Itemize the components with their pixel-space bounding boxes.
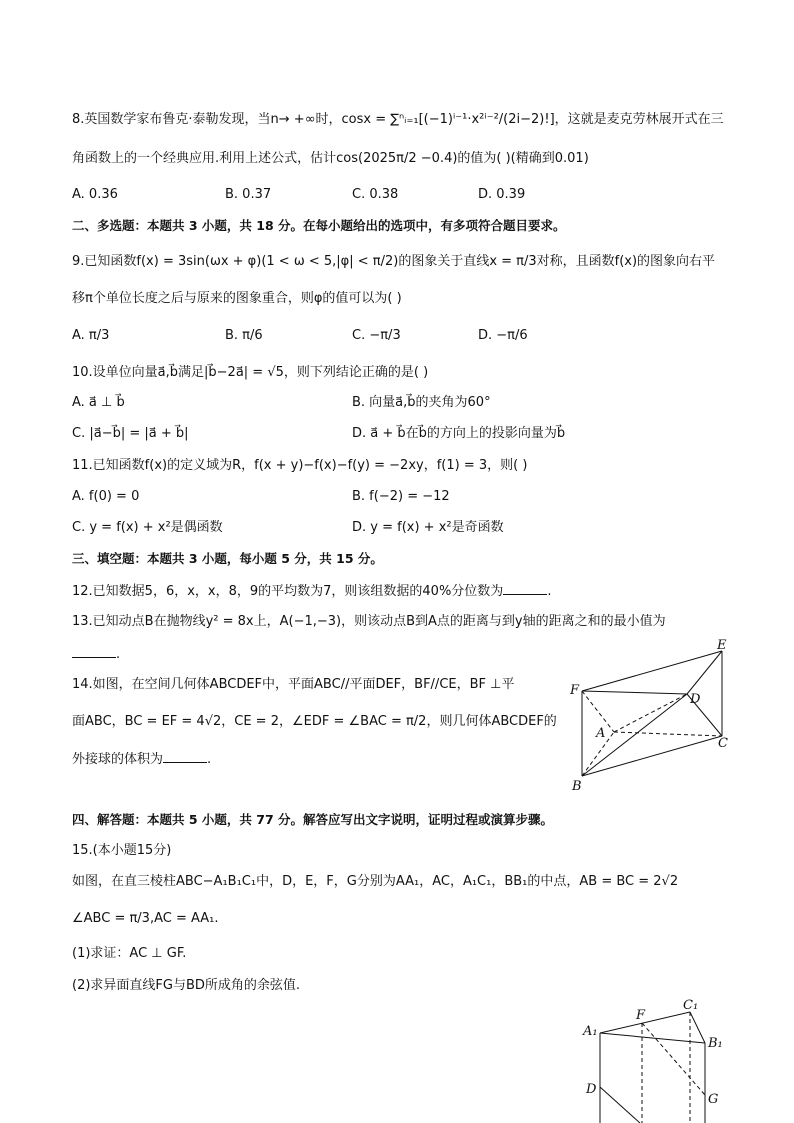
q9-option-c: C. −π/3: [352, 328, 401, 343]
q15-part-1: (1)求证：AC ⊥ GF.: [72, 946, 187, 961]
q11-option-b: B. f(−2) = −12: [352, 489, 450, 504]
answer-blank: [503, 582, 547, 595]
q8-option-c: C. 0.38: [352, 187, 399, 202]
q13-line-1: 13.已知动点B在抛物线y² = 8x上，A(−1,−3)，则该动点B到A点的距离与到y轴的距离之和的最小值为: [72, 614, 666, 629]
answer-blank: [163, 750, 207, 763]
figure-label-c: C: [718, 736, 728, 751]
figure-label-a1: A₁: [583, 1024, 598, 1039]
q10-option-d: D. a⃗ + b⃗在b⃗的方向上的投影向量为b⃗: [352, 426, 566, 441]
q8-option-b: B. 0.37: [225, 187, 272, 202]
figure-label-a: A: [596, 726, 606, 741]
q12-text: 12.已知数据5，6，x，x，8，9的平均数为7，则该组数据的40%分位数为: [72, 584, 504, 599]
figure-label-e: E: [717, 638, 727, 653]
q14-line-2: 面ABC，BC = EF = 4√2，CE = 2，∠EDF = ∠BAC = π/2，则几何体ABCDEF的: [72, 714, 557, 729]
q15-line-1: 如图，在直三棱柱ABC−A₁B₁C₁中，D，E，F，G分别为AA₁，AC，A₁C₁，BB₁的中点，AB = BC = 2√2: [72, 874, 679, 889]
q8-option-a: A. 0.36: [72, 187, 118, 202]
figure-label-f: F: [570, 683, 580, 698]
q12-end: .: [547, 584, 552, 599]
q11-option-c: C. y = f(x) + x²是偶函数: [72, 520, 223, 535]
figure-label-c1: C₁: [683, 998, 699, 1013]
q15-prism-figure: [580, 995, 730, 1123]
q13-end: .: [116, 647, 121, 662]
q14-geometry-figure: [562, 636, 742, 796]
q10-option-b: B. 向量a⃗,b⃗的夹角为60°: [352, 395, 491, 410]
section-multi-choice-heading: 二、多选题：本题共 3 小题，共 18 分。在每小题给出的选项中，有多项符合题目要求。: [72, 218, 566, 233]
q10-option-c: C. |a⃗−b⃗| = |a⃗ + b⃗|: [72, 426, 189, 441]
q9-line-1: 9.已知函数f(x) = 3sin(ωx + φ)(1 < ω < 5,|φ| < π/2)的图象关于直线x = π/3对称，且函数f(x)的图象向右平: [72, 254, 716, 269]
q9-option-d: D. −π/6: [478, 328, 528, 343]
q8-option-d: D. 0.39: [478, 187, 526, 202]
q14-end: .: [207, 752, 212, 767]
q13-line-2: [72, 645, 120, 664]
q8-line-1: 8.英国数学家布鲁克·泰勒发现，当n→ +∞时，cosx = ∑ⁿᵢ₌₁[(−1)ⁱ⁻¹·x²ⁱ⁻²/(2i−2)!]，这就是麦克劳林展开式在三: [72, 112, 724, 127]
q14-text: 外接球的体积为: [72, 752, 164, 767]
section-fill-in-heading: 三、填空题：本题共 3 小题，每小题 5 分，共 15 分。: [72, 551, 383, 566]
figure-label-d: D: [690, 692, 701, 707]
q10-line-1: 10.设单位向量a⃗,b⃗满足|b⃗−2a⃗| = √5，则下列结论正确的是( ): [72, 365, 429, 380]
q8-line-2: 角函数上的一个经典应用.利用上述公式，估计cos(2025π/2 −0.4)的值为( )(精确到0.01): [72, 151, 589, 166]
figure-label-g: G: [708, 1092, 719, 1107]
figure-label-f: F: [636, 1008, 646, 1023]
figure-label-b: B: [572, 779, 582, 794]
q15-part-2: (2)求异面直线FG与BD所成角的余弦值.: [72, 978, 301, 993]
q14-line-1: 14.如图，在空间几何体ABCDEF中，平面ABC//平面DEF，BF//CE，BF ⊥平: [72, 677, 515, 692]
q15-title: 15.(本小题15分): [72, 843, 172, 858]
q15-line-2: ∠ABC = π/3,AC = AA₁.: [72, 911, 219, 926]
section-solution-heading: 四、解答题：本题共 5 小题，共 77 分。解答应写出文字说明，证明过程或演算步骤。: [72, 812, 554, 827]
figure-label-b1: B₁: [708, 1036, 723, 1051]
q9-option-a: A. π/3: [72, 328, 110, 343]
q10-option-a: A. a⃗ ⊥ b⃗: [72, 395, 125, 410]
q14-line-3: [72, 750, 211, 769]
q11-line-1: 11.已知函数f(x)的定义域为R，f(x + y)−f(x)−f(y) = −2xy，f(1) = 3，则( ): [72, 458, 528, 473]
q11-option-a: A. f(0) = 0: [72, 489, 140, 504]
answer-blank: [72, 645, 116, 658]
q11-option-d: D. y = f(x) + x²是奇函数: [352, 520, 504, 535]
q9-option-b: B. π/6: [225, 328, 263, 343]
q12-line-1: [72, 582, 551, 601]
figure-label-d: D: [586, 1082, 597, 1097]
q9-line-2: 移π个单位长度之后与原来的图象重合，则φ的值可以为( ): [72, 291, 402, 306]
